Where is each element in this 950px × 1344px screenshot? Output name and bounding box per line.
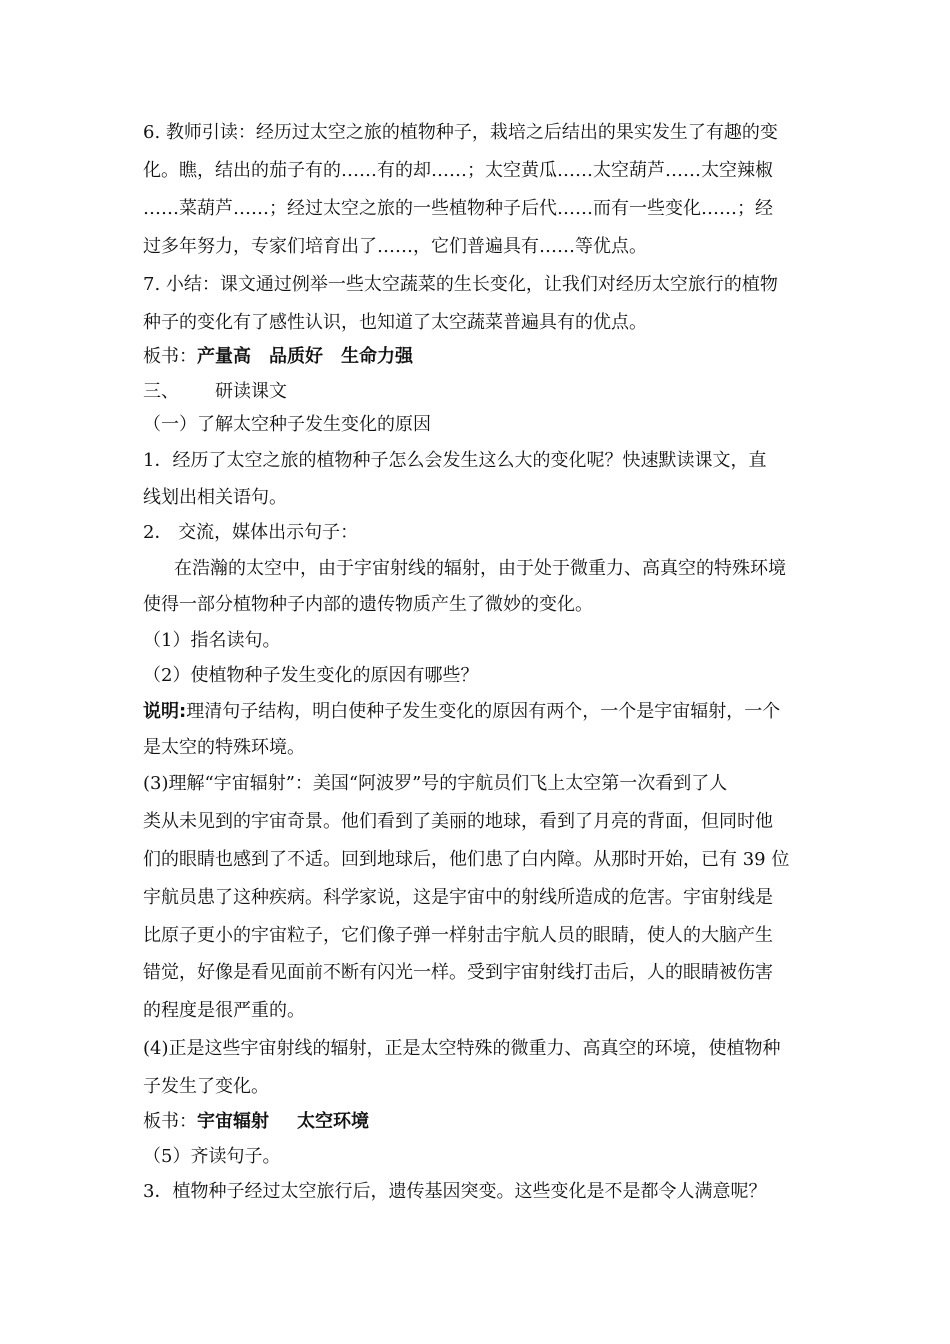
paragraph-line: 6. 教师引读：经历过太空之旅的植物种子，栽培之后结出的果实发生了有趣的变 (143, 122, 778, 143)
paragraph-line: 1．经历了太空之旅的植物种子怎么会发生这么大的变化呢？快速默读课文，直 (143, 450, 767, 471)
board-term: 生命力强 (341, 346, 413, 367)
quoted-sentence: 使得一部分植物种子内部的遗传物质产生了微妙的变化。 (143, 594, 593, 615)
paragraph-line: 3．植物种子经过太空旅行后，遗传基因突变。这些变化是不是都令人满意呢？ (143, 1181, 767, 1202)
paragraph-line: 化。瞧，结出的茄子有的……有的却……；太空黄瓜……太空葫芦……太空辣椒 (143, 160, 773, 181)
paragraph-line: 子发生了变化。 (143, 1076, 269, 1097)
paragraph-line: （2）使植物种子发生变化的原因有哪些？ (143, 665, 479, 686)
section-heading (143, 380, 287, 404)
paragraph-line: ……菜葫芦……；经过太空之旅的一些植物种子后代……而有一些变化……；经 (143, 198, 773, 219)
subsection-heading: （一）了解太空种子发生变化的原因 (143, 414, 431, 435)
paragraph-line: 的程度是很严重的。 (143, 1000, 305, 1021)
board-term: 宇宙辐射 (197, 1111, 269, 1132)
board-notes-prefix: 板书： (143, 346, 197, 367)
paragraph-line: 类从未见到的宇宙奇景。他们看到了美丽的地球，看到了月亮的背面，但同时他 (143, 811, 773, 832)
paragraph-line: (4)正是这些宇宙射线的辐射，正是太空特殊的微重力、高真空的环境，使植物种 (143, 1038, 781, 1059)
paragraph-line: (3)理解“宇宙辐射”：美国“阿波罗”号的宇航员们飞上太空第一次看到了人 (143, 773, 728, 794)
paragraph-line: 7. 小结：课文通过例举一些太空蔬菜的生长变化，让我们对经历太空旅行的植物 (143, 274, 778, 295)
board-term: 产量高 (197, 346, 251, 367)
explanation-line: 是太空的特殊环境。 (143, 737, 305, 758)
paragraph-line: 比原子更小的宇宙粒子，它们像子弹一样射击宇航人员的眼睛，使人的大脑产生 (143, 925, 773, 946)
paragraph-line: 种子的变化有了感性认识，也知道了太空蔬菜普遍具有的优点。 (143, 312, 647, 333)
board-term: 品质好 (269, 346, 323, 367)
paragraph-line: 宇航员患了这种疾病。科学家说，这是宇宙中的射线所造成的危害。宇宙射线是 (143, 887, 773, 908)
explanation-text: 理清句子结构，明白使种子发生变化的原因有两个，一个是宇宙辐射，一个 (186, 701, 781, 722)
explanation-line (143, 700, 780, 724)
paragraph-line: （1）指名读句。 (143, 630, 281, 651)
board-notes-prefix: 板书： (143, 1111, 197, 1132)
paragraph-line: 过多年努力，专家们培育出了……，它们普遍具有……等优点。 (143, 236, 647, 257)
paragraph-line: （5）齐读句子。 (143, 1146, 281, 1167)
board-term: 太空环境 (297, 1111, 369, 1132)
paragraph-line: 们的眼睛也感到了不适。回到地球后，他们患了白内障。从那时开始，已有 39 位 (143, 849, 790, 870)
board-notes-line (143, 1110, 369, 1134)
paragraph-line: 错觉，好像是看见面前不断有闪光一样。受到宇宙射线打击后，人的眼睛被伤害 (143, 962, 773, 983)
explanation-prefix: 说明: (143, 701, 187, 722)
section-title: 研读课文 (215, 381, 287, 402)
quoted-sentence: 在浩瀚的太空中，由于宇宙射线的辐射，由于处于微重力、高真空的特殊环境 (174, 558, 786, 579)
paragraph-line: 线划出相关语句。 (143, 487, 287, 508)
board-notes-line (143, 345, 413, 369)
section-number: 三、 (143, 381, 179, 402)
paragraph-line: 2． 交流，媒体出示句子： (143, 522, 359, 543)
